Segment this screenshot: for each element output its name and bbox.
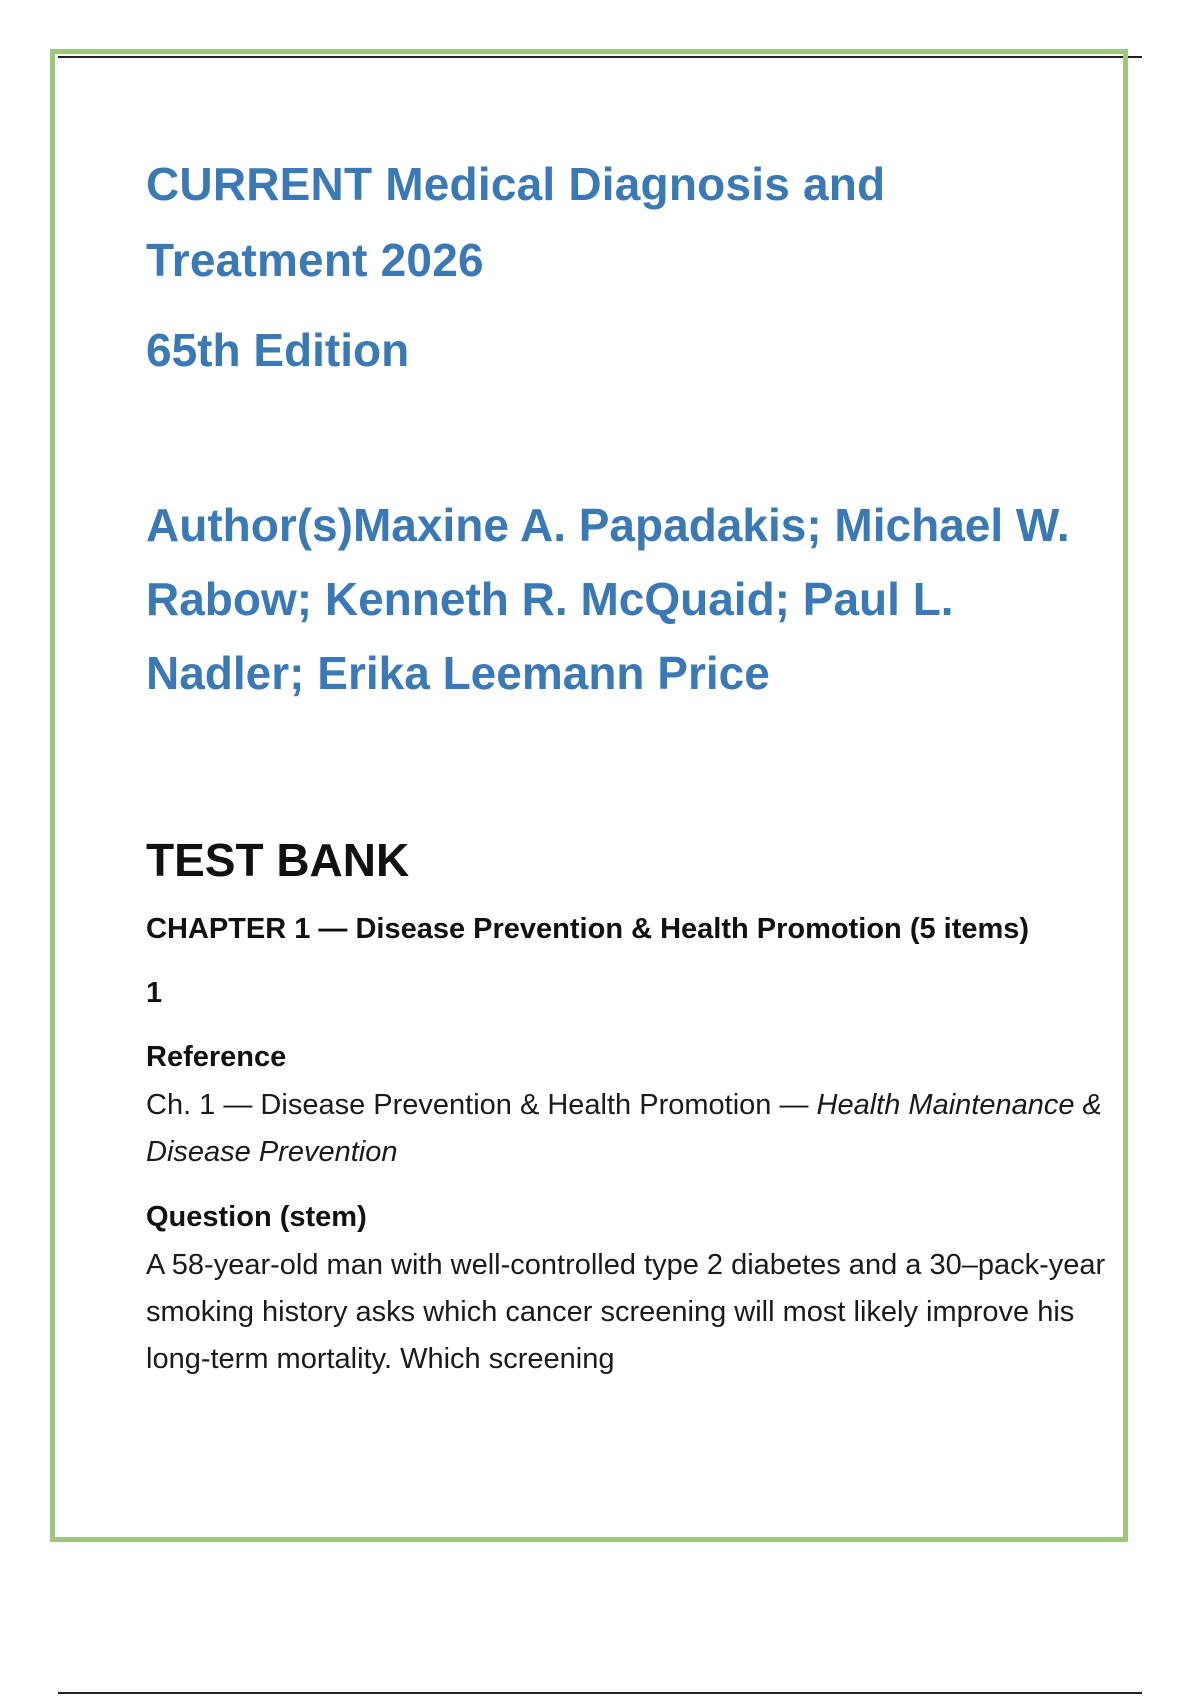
question-text: A 58-year-old man with well-controlled type 2 diabetes and a 30–pack-year smoking history asks which cancer screening will most likely improve his long-term mortality. Which screening xyxy=(146,1249,1106,1375)
reference-label: Reference xyxy=(146,1041,287,1073)
reference-chapter: Ch. 1 — Disease Prevention & Health Promotion — xyxy=(146,1089,817,1121)
bottom-rule xyxy=(58,1692,1142,1694)
book-title: CURRENT Medical Diagnosis and Treatment 2026 xyxy=(146,158,886,286)
chapter-heading: CHAPTER 1 — Disease Prevention & Health Promotion (5 items) xyxy=(146,913,1030,945)
page-content xyxy=(146,146,1106,1383)
book-authors: Author(s)Maxine A. Papadakis; Michael W. Rabow; Kenneth R. McQuaid; Paul L. Nadler; Erika Leemann Price xyxy=(146,499,1070,699)
reference-text xyxy=(146,1082,1106,1176)
question-label: Question (stem) xyxy=(146,1201,367,1233)
reference-topic: Health Maintenance & Disease Prevention xyxy=(146,1089,1102,1168)
section-heading: TEST BANK xyxy=(146,834,410,886)
book-edition: 65th Edition xyxy=(146,324,410,376)
item-number: 1 xyxy=(146,977,163,1009)
